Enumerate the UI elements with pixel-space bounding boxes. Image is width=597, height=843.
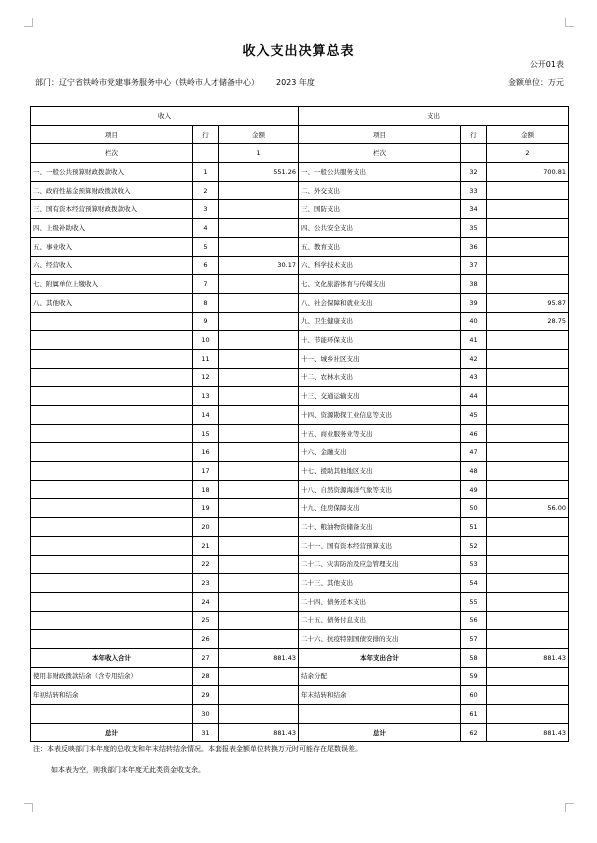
grand-income-amount: 881.43 [219, 723, 299, 742]
income-item: 三、国有资本经营预算财政拨款收入 [31, 200, 193, 219]
income-row-number: 12 [193, 368, 219, 387]
income-row-number: 3 [193, 200, 219, 219]
income-item: 六、经营收入 [31, 256, 193, 275]
income-row-number: 10 [193, 331, 219, 350]
income-amount [219, 574, 299, 593]
income-row-number: 6 [193, 256, 219, 275]
expense-item: 结余分配 [299, 667, 461, 686]
income-item: 使用非财政拨款结余（含专用结余） [31, 667, 193, 686]
income-amount [219, 219, 299, 238]
expense-amount: 56.00 [487, 499, 569, 518]
expense-amount [487, 443, 569, 462]
expense-item: 年末结转和结余 [299, 686, 461, 705]
income-item [31, 705, 193, 724]
summary-table [30, 106, 569, 742]
table-row [31, 518, 569, 537]
income-amount [219, 331, 299, 350]
expense-amount [487, 480, 569, 499]
income-amount [219, 237, 299, 256]
income-amount: 551.26 [219, 163, 299, 182]
table-row [31, 200, 569, 219]
income-amount [219, 181, 299, 200]
income-item [31, 592, 193, 611]
income-row-number: 11 [193, 349, 219, 368]
income-amount [219, 387, 299, 406]
expense-item: 一、一般公共服务支出 [299, 163, 461, 182]
expense-item: 二、外交支出 [299, 181, 461, 200]
expense-amount [487, 387, 569, 406]
income-row-number: 15 [193, 424, 219, 443]
table-row [31, 368, 569, 387]
page-corner-mark [565, 803, 574, 812]
expense-row-number: 53 [461, 555, 487, 574]
income-item [31, 536, 193, 555]
expense-amount [487, 667, 569, 686]
income-amount [219, 705, 299, 724]
income-amount [219, 555, 299, 574]
table-row [31, 630, 569, 649]
expense-item: 二十二、灾害防治及应急管理支出 [299, 555, 461, 574]
expense-item: 二十三、其他支出 [299, 574, 461, 593]
income-row-number: 7 [193, 275, 219, 294]
income-row-number: 24 [193, 592, 219, 611]
expense-item: 十四、资源勘探工业信息等支出 [299, 406, 461, 425]
expense-row-number: 45 [461, 406, 487, 425]
income-amount [219, 536, 299, 555]
income-item [31, 574, 193, 593]
form-number: 公开01表 [529, 60, 564, 69]
table-row [31, 592, 569, 611]
table-row [31, 387, 569, 406]
expense-item: 八、社会保障和就业支出 [299, 293, 461, 312]
expense-amount: 95.87 [487, 293, 569, 312]
expense-item: 三、国防支出 [299, 200, 461, 219]
income-row-number: 2 [193, 181, 219, 200]
expense-row-header: 行 [461, 125, 487, 144]
table-row [31, 237, 569, 256]
expense-amount [487, 555, 569, 574]
table-row [31, 219, 569, 238]
table-row [31, 499, 569, 518]
income-row-number: 14 [193, 406, 219, 425]
expense-index-blank [461, 144, 487, 163]
income-amount [219, 406, 299, 425]
expense-item: 二十一、国有资本经营预算支出 [299, 536, 461, 555]
expense-amount: 700.81 [487, 163, 569, 182]
expense-amount [487, 686, 569, 705]
expense-amount-header: 金额 [487, 125, 569, 144]
grand-income-label: 总计 [31, 723, 193, 742]
income-total-amount: 881.43 [219, 648, 299, 667]
expense-row-number: 40 [461, 312, 487, 331]
table-row [31, 406, 569, 425]
income-amount [219, 349, 299, 368]
income-row-number: 21 [193, 536, 219, 555]
expense-item: 十二、农林水支出 [299, 368, 461, 387]
income-item [31, 406, 193, 425]
expense-item: 十一、城乡社区支出 [299, 349, 461, 368]
income-amount [219, 518, 299, 537]
income-amount [219, 424, 299, 443]
income-item: 五、事业收入 [31, 237, 193, 256]
income-row-number: 22 [193, 555, 219, 574]
expense-row-number: 35 [461, 219, 487, 238]
expense-amount [487, 574, 569, 593]
income-item: 七、附属单位上缴收入 [31, 275, 193, 294]
page-title: 收入支出决算总表 [242, 44, 355, 59]
income-item [31, 312, 193, 331]
income-amount [219, 462, 299, 481]
expense-amount [487, 462, 569, 481]
income-row-number: 20 [193, 518, 219, 537]
expense-row-number: 61 [461, 705, 487, 724]
table-row [31, 181, 569, 200]
expense-amount [487, 331, 569, 350]
expense-item: 九、卫生健康支出 [299, 312, 461, 331]
income-row-header: 行 [193, 125, 219, 144]
expense-amount [487, 424, 569, 443]
expense-index-label: 栏次 [299, 144, 461, 163]
table-row [31, 555, 569, 574]
expense-row-number: 52 [461, 536, 487, 555]
expense-total-amount: 881.43 [487, 648, 569, 667]
income-item-header: 项目 [31, 125, 193, 144]
income-amount [219, 686, 299, 705]
income-item: 八、其他收入 [31, 293, 193, 312]
income-amount [219, 200, 299, 219]
table-row [31, 462, 569, 481]
expense-row-number: 39 [461, 293, 487, 312]
expense-row-number: 44 [461, 387, 487, 406]
expense-total-label: 本年支出合计 [299, 648, 461, 667]
year-label: 2023 年度 [276, 78, 315, 87]
income-row-number: 5 [193, 237, 219, 256]
expense-row-number: 50 [461, 499, 487, 518]
grand-expense-row-number: 62 [461, 723, 487, 742]
expense-row-number: 57 [461, 630, 487, 649]
expense-amount [487, 536, 569, 555]
expense-header: 支出 [299, 107, 569, 126]
page-corner-mark [24, 18, 33, 27]
expense-amount [487, 275, 569, 294]
expense-row-number: 54 [461, 574, 487, 593]
expense-total-row-number: 58 [461, 648, 487, 667]
expense-amount [487, 200, 569, 219]
expense-amount [487, 592, 569, 611]
income-amount [219, 480, 299, 499]
grand-income-row-number: 31 [193, 723, 219, 742]
table-row [31, 424, 569, 443]
income-item [31, 331, 193, 350]
table-row [31, 275, 569, 294]
expense-row-number: 49 [461, 480, 487, 499]
expense-row-number: 37 [461, 256, 487, 275]
expense-amount [487, 406, 569, 425]
income-item: 二、政府性基金预算财政拨款收入 [31, 181, 193, 200]
expense-amount: 28.75 [487, 312, 569, 331]
income-row-number: 18 [193, 480, 219, 499]
table-row [31, 574, 569, 593]
income-item [31, 518, 193, 537]
expense-row-number: 55 [461, 592, 487, 611]
expense-item: 十六、金融支出 [299, 443, 461, 462]
footnote-empty-table: 如本表为空，则我部门本年度无此类资金收支余。 [51, 766, 205, 774]
income-item [31, 462, 193, 481]
income-item [31, 387, 193, 406]
income-amount [219, 630, 299, 649]
expense-amount [487, 181, 569, 200]
income-amount [219, 499, 299, 518]
income-amount [219, 592, 299, 611]
income-amount [219, 611, 299, 630]
table-row [31, 686, 569, 705]
income-amount [219, 368, 299, 387]
income-item: 四、上级补助收入 [31, 219, 193, 238]
income-item [31, 349, 193, 368]
expense-item: 二十六、抗疫特别国债安排的支出 [299, 630, 461, 649]
unit-label: 部门：辽宁省铁岭市党建事务服务中心（铁岭市人才储备中心） [35, 78, 259, 87]
income-row-number: 23 [193, 574, 219, 593]
expense-item: 十五、商业服务业等支出 [299, 424, 461, 443]
expense-item: 二十、粮油物资储备支出 [299, 518, 461, 537]
expense-item: 二十五、债务付息支出 [299, 611, 461, 630]
table-row [31, 163, 569, 182]
table-row [31, 667, 569, 686]
amount-unit: 金额单位：万元 [508, 78, 564, 87]
expense-item [299, 705, 461, 724]
expense-row-number: 59 [461, 667, 487, 686]
expense-item: 十九、住房保障支出 [299, 499, 461, 518]
grand-expense-label: 总计 [299, 723, 461, 742]
grand-total-row [31, 723, 569, 742]
table-row [31, 536, 569, 555]
table-row [31, 349, 569, 368]
footnote: 注：本表反映部门本年度的总收支和年末结转结余情况。本套报表金额单位转换万元时可能存在尾数误差。 [33, 745, 362, 753]
income-index-blank [193, 144, 219, 163]
expense-amount [487, 630, 569, 649]
income-row-number: 19 [193, 499, 219, 518]
income-item: 一、一般公共预算财政拨款收入 [31, 163, 193, 182]
income-amount: 30.17 [219, 256, 299, 275]
expense-row-number: 51 [461, 518, 487, 537]
expense-row-number: 41 [461, 331, 487, 350]
expense-row-number: 48 [461, 462, 487, 481]
table-row [31, 611, 569, 630]
expense-amount [487, 219, 569, 238]
expense-row-number: 34 [461, 200, 487, 219]
page-corner-mark [565, 18, 574, 27]
income-row-number: 9 [193, 312, 219, 331]
income-item [31, 368, 193, 387]
income-item [31, 555, 193, 574]
table-row [31, 312, 569, 331]
expense-row-number: 46 [461, 424, 487, 443]
expense-amount [487, 611, 569, 630]
income-amount [219, 312, 299, 331]
income-row-number: 25 [193, 611, 219, 630]
income-row-number: 16 [193, 443, 219, 462]
income-item [31, 424, 193, 443]
income-row-number: 4 [193, 219, 219, 238]
expense-item: 十七、援助其他地区支出 [299, 462, 461, 481]
income-item [31, 443, 193, 462]
page-corner-mark [24, 803, 33, 812]
expense-item: 十八、自然资源海洋气象等支出 [299, 480, 461, 499]
table-row [31, 480, 569, 499]
expense-row-number: 36 [461, 237, 487, 256]
income-item [31, 499, 193, 518]
income-column-number: 1 [219, 144, 299, 163]
table-row [31, 256, 569, 275]
expense-item: 六、科学技术支出 [299, 256, 461, 275]
income-item: 年初结转和结余 [31, 686, 193, 705]
expense-item-header: 项目 [299, 125, 461, 144]
expense-row-number: 32 [461, 163, 487, 182]
income-item [31, 630, 193, 649]
expense-row-number: 60 [461, 686, 487, 705]
income-total-row-number: 27 [193, 648, 219, 667]
table-row [31, 331, 569, 350]
income-row-number: 28 [193, 667, 219, 686]
income-header: 收入 [31, 107, 299, 126]
expense-amount [487, 518, 569, 537]
income-row-number: 26 [193, 630, 219, 649]
income-total-label: 本年收入合计 [31, 648, 193, 667]
expense-amount [487, 237, 569, 256]
expense-item: 十三、交通运输支出 [299, 387, 461, 406]
expense-item: 二十四、债务还本支出 [299, 592, 461, 611]
section-header-row [31, 107, 569, 126]
expense-row-number: 42 [461, 349, 487, 368]
expense-amount [487, 349, 569, 368]
expense-row-number: 56 [461, 611, 487, 630]
income-row-number: 1 [193, 163, 219, 182]
expense-row-number: 43 [461, 368, 487, 387]
table-row [31, 443, 569, 462]
expense-column-number: 2 [487, 144, 569, 163]
income-row-number: 13 [193, 387, 219, 406]
expense-item: 四、公共安全支出 [299, 219, 461, 238]
expense-row-number: 47 [461, 443, 487, 462]
expense-amount [487, 256, 569, 275]
expense-item: 七、文化旅游体育与传媒支出 [299, 275, 461, 294]
income-amount [219, 443, 299, 462]
expense-row-number: 33 [461, 181, 487, 200]
income-item [31, 611, 193, 630]
expense-item: 十、节能环保支出 [299, 331, 461, 350]
income-index-label: 栏次 [31, 144, 193, 163]
expense-row-number: 38 [461, 275, 487, 294]
table-row [31, 293, 569, 312]
income-row-number: 30 [193, 705, 219, 724]
income-amount [219, 293, 299, 312]
grand-expense-amount: 881.43 [487, 723, 569, 742]
income-amount [219, 667, 299, 686]
expense-item: 五、教育支出 [299, 237, 461, 256]
expense-amount [487, 368, 569, 387]
income-amount-header: 金额 [219, 125, 299, 144]
income-row-number: 17 [193, 462, 219, 481]
column-header-row [31, 125, 569, 144]
column-index-row [31, 144, 569, 163]
annual-total-row [31, 648, 569, 667]
income-amount [219, 275, 299, 294]
income-row-number: 8 [193, 293, 219, 312]
expense-amount [487, 705, 569, 724]
income-row-number: 29 [193, 686, 219, 705]
income-item [31, 480, 193, 499]
table-row [31, 705, 569, 724]
